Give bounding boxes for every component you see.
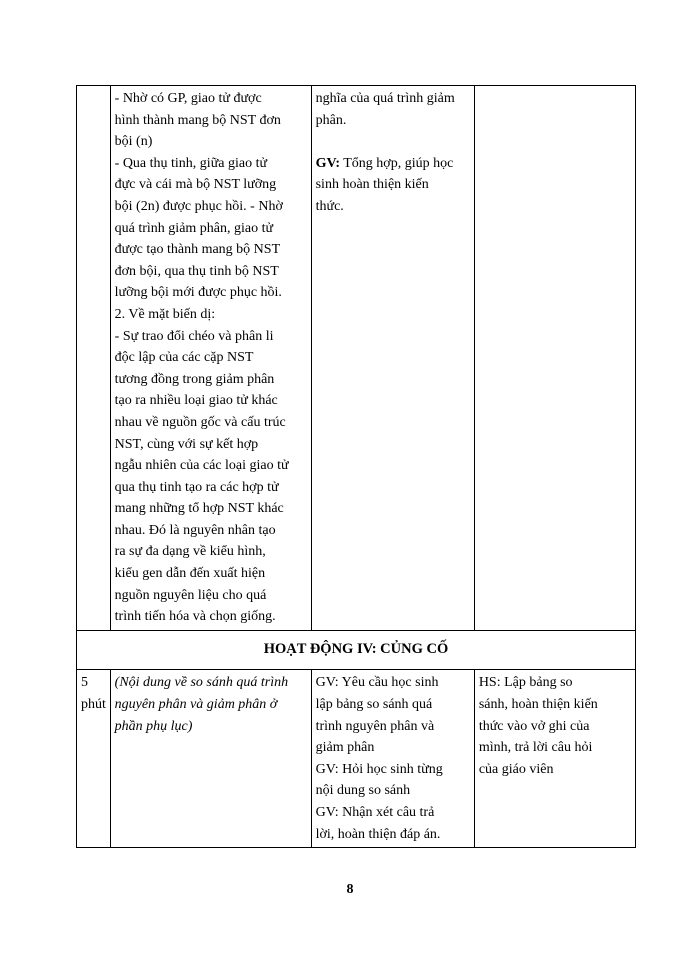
text-line: 2. Về mặt biến dị: bbox=[114, 306, 216, 322]
text-line: - Qua thụ tinh, giữa giao tử bbox=[114, 155, 268, 171]
text-line: GV: Yêu cầu học sinh bbox=[315, 675, 439, 691]
text-line: quá trình giảm phân, giao tử bbox=[114, 220, 274, 236]
text-line: trình nguyên phân và bbox=[315, 718, 435, 734]
page-number: 8 bbox=[346, 882, 354, 897]
text-line: - Sự trao đổi chéo và phân li bbox=[114, 328, 274, 344]
text-line: 5 bbox=[81, 675, 88, 691]
text-line: độc lập của các cặp NST bbox=[114, 350, 254, 366]
activity-cell bbox=[311, 86, 474, 631]
text-line: nguyên phân và giảm phân ở bbox=[114, 697, 278, 713]
consolidation-content-cell bbox=[110, 670, 311, 848]
consolidation-teacher-cell bbox=[311, 670, 474, 848]
text-line: tương đồng trong giảm phân bbox=[114, 371, 275, 387]
text-line: được tạo thành mang bộ NST bbox=[114, 242, 281, 258]
text-line: tạo ra nhiều loại giao tử khác bbox=[114, 393, 278, 409]
section-header: HOẠT ĐỘNG IV: CỦNG CỐ bbox=[77, 630, 636, 670]
text-line: nhau về nguồn gốc và cấu trúc bbox=[114, 414, 286, 430]
content-cell bbox=[110, 86, 311, 631]
text-line: hình thành mang bộ NST đơn bbox=[114, 112, 281, 128]
consolidation-time-cell bbox=[77, 670, 111, 848]
text-line: GV: Nhận xét câu trả bbox=[315, 805, 435, 820]
text-line: (Nội dung về so sánh quá trình bbox=[114, 675, 289, 691]
text-line: - Nhờ có GP, giao tử được bbox=[114, 91, 262, 106]
text-line: sinh hoàn thiện kiến bbox=[315, 177, 429, 193]
time-cell bbox=[77, 86, 111, 631]
gv-summary-line bbox=[316, 153, 470, 175]
text-line: mang những tổ hợp NST khác bbox=[114, 501, 284, 517]
consolidation-row bbox=[77, 670, 636, 848]
text-line: kiểu gen dẫn đến xuất hiện bbox=[114, 566, 266, 582]
text-line: thức. bbox=[315, 198, 344, 214]
content-lines bbox=[115, 88, 307, 628]
consolidation-student-cell bbox=[474, 670, 635, 848]
gv-summary-text: Tổng hợp, giúp học bbox=[340, 155, 454, 171]
text-line: bội (2n) được phục hồi. - Nhờ bbox=[114, 198, 283, 214]
text-line: phân. bbox=[315, 112, 347, 128]
text-line: phút bbox=[81, 697, 106, 713]
text-line: qua thụ tinh tạo ra các hợp tử bbox=[114, 479, 279, 495]
text-line: trình tiến hóa và chọn giống. bbox=[114, 609, 276, 625]
text-line: lời, hoàn thiện đáp án. bbox=[315, 826, 441, 842]
gv-summary-lines bbox=[316, 174, 470, 217]
lesson-plan-table bbox=[76, 85, 636, 848]
activity-lines bbox=[316, 88, 470, 131]
text-line: lưỡng bội mới được phục hồi. bbox=[114, 285, 282, 301]
text-line: ngẫu nhiên của các loại giao tử bbox=[114, 458, 289, 474]
text-line: nội dung so sánh bbox=[315, 783, 411, 799]
text-line: bội (n) bbox=[114, 134, 153, 150]
student-cell bbox=[474, 86, 635, 631]
section-header-row bbox=[77, 630, 636, 670]
text-line: thức vào vở ghi của bbox=[478, 718, 590, 734]
text-line: mình, trả lời câu hỏi bbox=[478, 740, 593, 756]
text-line: của giáo viên bbox=[478, 761, 554, 777]
text-line: sánh, hoàn thiện kiến bbox=[478, 697, 598, 713]
text-line: GV: Hỏi học sinh từng bbox=[315, 761, 443, 777]
text-line: lập bảng so sánh quá bbox=[315, 697, 433, 713]
text-line: ra sự đa dạng về kiểu hình, bbox=[114, 544, 266, 560]
text-line: HS: Lập bảng so bbox=[478, 675, 573, 691]
content-row bbox=[77, 86, 636, 631]
text-line: nghĩa của quá trình giảm bbox=[315, 91, 455, 106]
text-line: đơn bội, qua thụ tinh bộ NST bbox=[114, 263, 279, 279]
text-line: đực và cái mà bộ NST lưỡng bbox=[114, 177, 277, 193]
text-line: nguồn nguyên liệu cho quá bbox=[114, 587, 267, 603]
text-line: nhau. Đó là nguyên nhân tạo bbox=[114, 522, 276, 538]
text-line: phần phụ lục) bbox=[114, 718, 193, 734]
text-line: NST, cùng với sự kết hợp bbox=[114, 436, 259, 452]
gv-label: GV: bbox=[315, 155, 340, 171]
text-line: giảm phân bbox=[315, 740, 375, 756]
paragraph-gap bbox=[316, 131, 470, 153]
